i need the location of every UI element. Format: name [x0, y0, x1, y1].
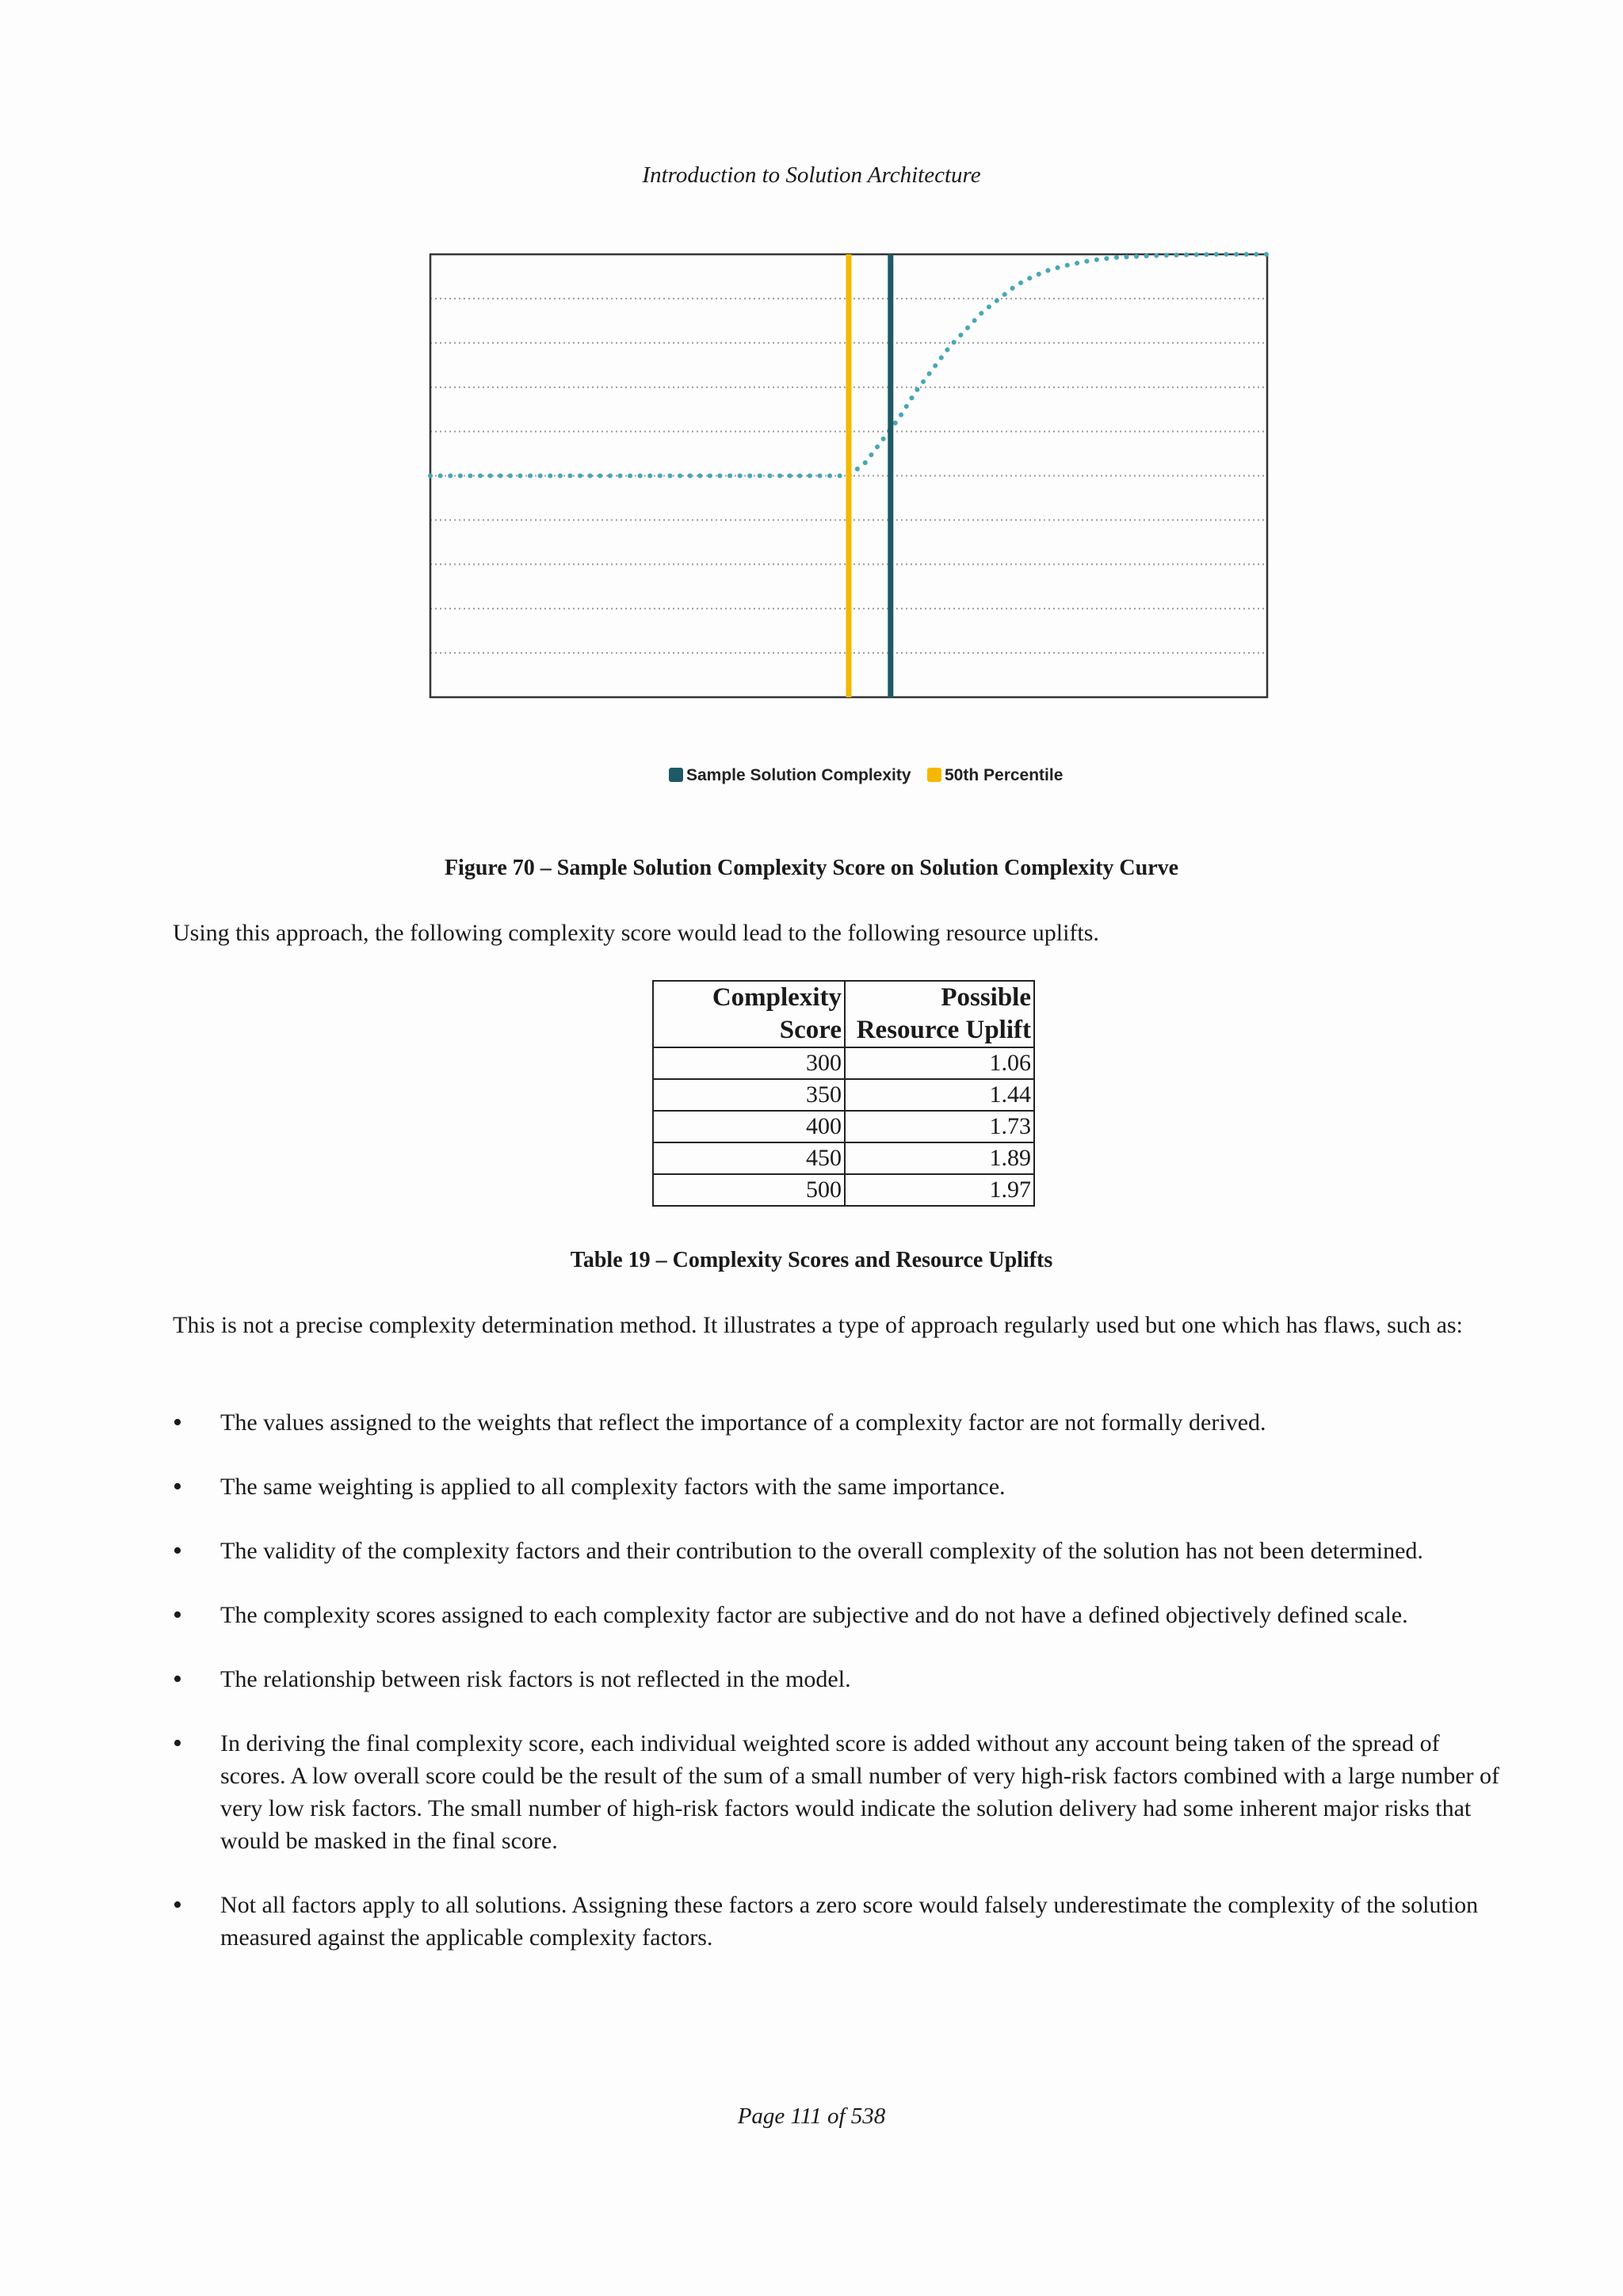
list-item: • The same weighting is applied to all complexity factors with the same importance. — [173, 1470, 1504, 1503]
table-header-complexity-score — [653, 981, 845, 1047]
table-caption: Table 19 – Complexity Scores and Resource Uplifts — [570, 1248, 1053, 1272]
list-item: • In deriving the final complexity score, each individual weighted score is added without any account being taken of the spread of scores. A low overall score could be the result of the sum of a small number of very high-risk factors combined with a large number of very low risk factors. The small number of high-risk factors would indicate the solution delivery had some inherent major risks that would be masked in the final score. — [173, 1727, 1504, 1857]
page-number-footer: Page 111 of 538 — [737, 2103, 886, 2129]
table-header-line: Possible — [941, 983, 1031, 1012]
list-item: • The complexity scores assigned to each complexity factor are subjective and do not have a defined objectively defined scale. — [173, 1599, 1504, 1631]
complexity-uplift-table — [652, 980, 1035, 1207]
legend-label-sample-solution-complexity: Sample Solution Complexity — [686, 766, 911, 784]
table-header-line: Resource Uplift — [856, 1016, 1031, 1044]
table-header-line: Complexity — [712, 983, 842, 1012]
table-row — [653, 1174, 1034, 1206]
table-cell-uplift: 1.97 — [845, 1174, 1034, 1206]
table-row — [653, 1111, 1034, 1142]
table-cell-score: 500 — [653, 1174, 845, 1206]
intro-paragraph: Using this approach, the following complexity score would lead to the following resource uplifts. — [173, 920, 1099, 946]
table-header-line: Score — [779, 1016, 842, 1044]
flaws-bullet-list — [173, 1406, 1504, 1985]
list-item: • Not all factors apply to all solutions. Assigning these factors a zero score would falsely underestimate the complexity of the solution measured against the applicable complexity factors. — [173, 1889, 1504, 1954]
list-item: • The relationship between risk factors is not reflected in the model. — [173, 1663, 1504, 1695]
list-item: • The values assigned to the weights that reflect the importance of a complexity factor are not formally derived. — [173, 1406, 1504, 1439]
table-cell-score: 400 — [653, 1111, 845, 1142]
table-cell-uplift: 1.89 — [845, 1142, 1034, 1174]
chart-legend — [669, 766, 1063, 784]
list-item: • The validity of the complexity factors and their contribution to the overall complexity of the solution has not been determined. — [173, 1535, 1504, 1567]
legend-swatch-50th-percentile — [927, 768, 941, 782]
table-cell-uplift: 1.73 — [845, 1111, 1034, 1142]
table-cell-uplift: 1.44 — [845, 1079, 1034, 1111]
table-header-resource-uplift — [845, 981, 1034, 1047]
table-cell-score: 350 — [653, 1079, 845, 1111]
running-header: Introduction to Solution Architecture — [642, 162, 981, 188]
legend-label-50th-percentile: 50th Percentile — [945, 766, 1064, 784]
table-row — [653, 1079, 1034, 1111]
table-row — [653, 1142, 1034, 1174]
table-header-row — [653, 981, 1034, 1047]
figure-caption: Figure 70 – Sample Solution Complexity Score on Solution Complexity Curve — [444, 856, 1179, 880]
table-cell-uplift: 1.06 — [845, 1047, 1034, 1079]
table-cell-score: 450 — [653, 1142, 845, 1174]
flaws-paragraph: This is not a precise complexity determination method. It illustrates a type of approach regularly used but one which has flaws, such as: — [173, 1312, 1463, 1338]
legend-swatch-sample-solution-complexity — [669, 768, 683, 782]
table-row — [653, 1047, 1034, 1079]
complexity-curve-chart — [0, 0, 1623, 808]
table-cell-score: 300 — [653, 1047, 845, 1079]
